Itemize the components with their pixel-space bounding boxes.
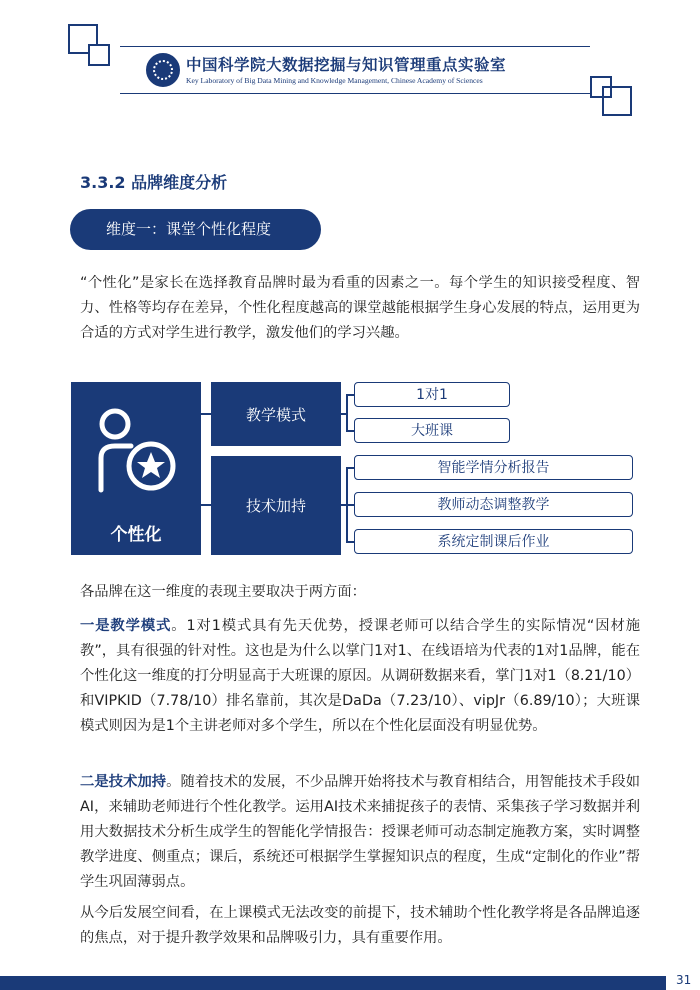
leaf-custom-homework: 系统定制课后作业 xyxy=(354,529,633,554)
connector xyxy=(346,504,354,506)
connector xyxy=(346,394,354,396)
section-title: 3.3.2 品牌维度分析 xyxy=(80,173,228,192)
leaf-large-class: 大班课 xyxy=(354,418,510,443)
header-deco-square xyxy=(602,86,632,116)
footer-bar xyxy=(0,976,666,990)
diagram-root-label: 个性化 xyxy=(110,525,162,545)
connector xyxy=(201,413,211,415)
connector xyxy=(346,394,348,432)
point2-text: 。随着技术的发展，不少品牌开始将技术与教育相结合，用智能技术手段如AI，来辅助老师进行个性化教学。运用AI技术来捕捉孩子的表情、采集孩子学习数据并利用大数据技术分析生成学生的智能化学情报告：授课老师可动态制定施教方案，实时调整教学进度、侧重点；课后，系统还可根据学生掌握知识点的程度，生成“定制化的作业”帮学生巩固薄弱点。 xyxy=(80,774,641,890)
lab-name-cn: 中国科学院大数据挖掘与知识管理重点实验室 xyxy=(186,55,507,74)
summary-paragraph: 各品牌在这一维度的表现主要取决于两方面： xyxy=(80,584,366,600)
cas-logo xyxy=(146,53,180,87)
leaf-one-on-one: 1对1 xyxy=(354,382,510,407)
point1-paragraph xyxy=(80,614,640,739)
branch-tech-support: 技术加持 xyxy=(211,456,341,555)
leaf-dynamic-teaching: 教师动态调整教学 xyxy=(354,492,633,517)
point2-paragraph xyxy=(80,770,640,895)
point1-text: 。1对1模式具有先天优势，授课老师可以结合学生的实际情况“因材施教”，具有很强的针对性。这也是为什么以掌门1对1、在线语培为代表的1对1品牌，能在个性化这一维度的打分明显高于大班课的原因。从调研数据来看，掌门1对1（8.21/10）和VIPKID（7.78/10）排名靠前，其次是DaDa（7.23/10）、vipJr（6.89/10）；大班课模式则因为是1个主讲老师对多个学生，所以在个性化层面没有明显优势。 xyxy=(80,618,640,734)
header-deco-square xyxy=(88,44,110,66)
page-number: 31 xyxy=(676,973,692,987)
connector xyxy=(201,504,211,506)
connector xyxy=(346,430,354,432)
point1-lead: 一是教学模式 xyxy=(80,618,172,634)
diagram-root xyxy=(71,382,201,555)
conclusion-paragraph: 从今后发展空间看，在上课模式无法改变的前提下，技术辅助个性化教学将是各品牌追逐的焦点，对于提升教学效果和品牌吸引力，具有重要作用。 xyxy=(80,905,640,946)
branch-teaching-mode: 教学模式 xyxy=(211,382,341,446)
header-rule-top xyxy=(120,46,590,47)
lab-name-en: Key Laboratory of Big Data Mining and Knowledge Management, Chinese Academy of Sciences xyxy=(186,76,483,85)
point2-lead: 二是技术加持 xyxy=(80,774,167,790)
header-rule-bottom xyxy=(120,93,590,94)
person-star-icon xyxy=(93,408,179,494)
leaf-smart-report: 智能学情分析报告 xyxy=(354,455,633,480)
connector xyxy=(346,467,354,469)
intro-paragraph: “个性化”是家长在选择教育品牌时最为看重的因素之一。每个学生的知识接受程度、智力、性格等均存在差异，个性化程度越高的课堂越能根据学生身心发展的特点，运用更为合适的方式对学生进行教学，激发他们的学习兴趣。 xyxy=(80,275,640,341)
dimension-pill: 维度一：课堂个性化程度 xyxy=(70,209,321,250)
connector xyxy=(346,541,354,543)
